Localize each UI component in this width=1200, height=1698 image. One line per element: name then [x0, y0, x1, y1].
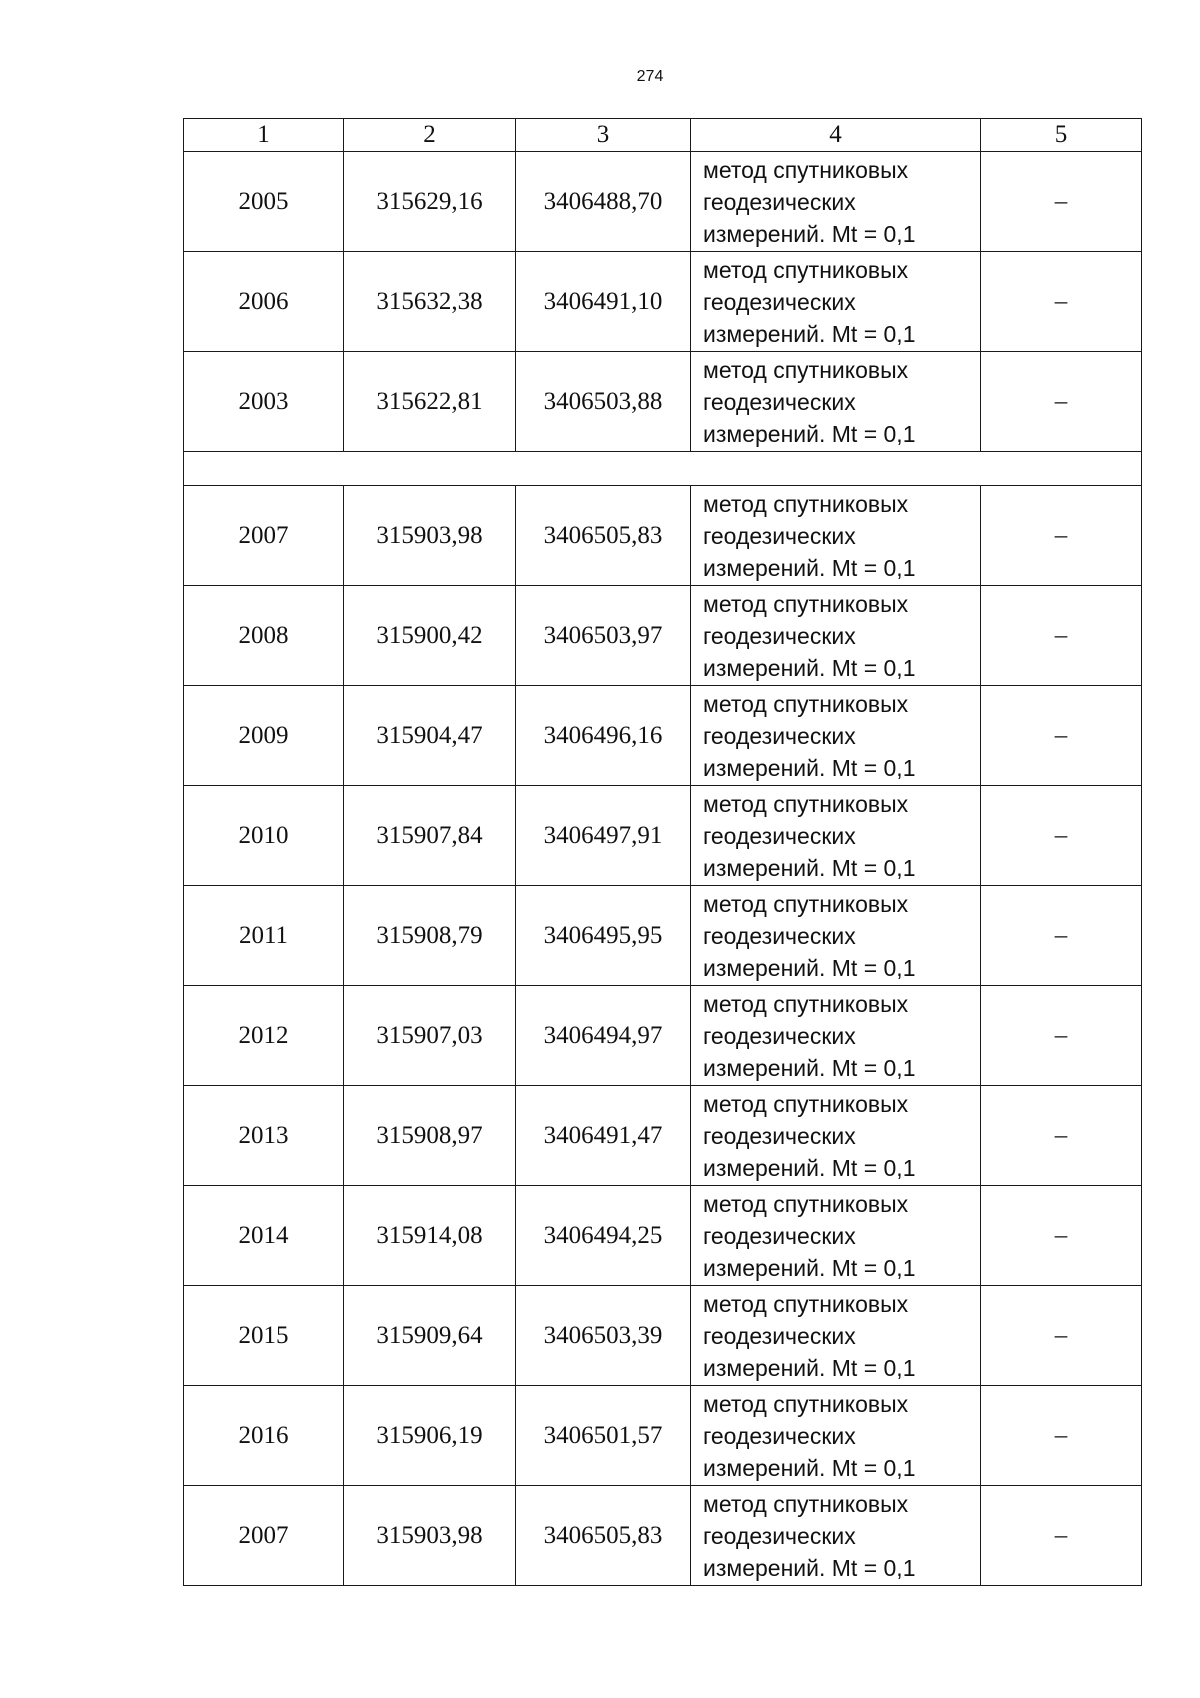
method-line: геодезических [703, 288, 856, 315]
method-line: геодезических [703, 622, 856, 649]
x-coordinate-cell: 315908,79 [344, 886, 516, 986]
x-coordinate-cell: 315904,47 [344, 686, 516, 786]
x-coordinate-cell: 315909,64 [344, 1286, 516, 1386]
table-row [184, 1186, 1142, 1286]
notes-cell: – [981, 1286, 1142, 1386]
table-row [184, 252, 1142, 352]
notes-cell: – [981, 886, 1142, 986]
method-line: измерений. Mt = 0,1 [703, 320, 916, 347]
method-line: геодезических [703, 1322, 856, 1349]
method-line: геодезических [703, 1122, 856, 1149]
column-header: 5 [981, 119, 1142, 152]
table-row [184, 486, 1142, 586]
method-line: метод спутниковых [703, 1190, 909, 1217]
point-number-cell: 2007 [184, 486, 344, 586]
point-number-cell: 2013 [184, 1086, 344, 1186]
method-line: метод спутниковых [703, 590, 909, 617]
column-header: 1 [184, 119, 344, 152]
method-line: метод спутниковых [703, 890, 909, 917]
table-header-row [184, 119, 1142, 152]
x-coordinate-cell: 315900,42 [344, 586, 516, 686]
point-number-cell: 2005 [184, 152, 344, 252]
method-line: метод спутниковых [703, 156, 909, 183]
method-line: геодезических [703, 1022, 856, 1049]
table-body [184, 152, 1142, 1586]
table-row [184, 1286, 1142, 1386]
y-coordinate-cell: 3406505,83 [516, 486, 691, 586]
method-line: геодезических [703, 188, 856, 215]
notes-cell: – [981, 1186, 1142, 1286]
table-row [184, 686, 1142, 786]
method-line: измерений. Mt = 0,1 [703, 1154, 916, 1181]
method-line: метод спутниковых [703, 1290, 909, 1317]
method-line: метод спутниковых [703, 990, 909, 1017]
method-line: измерений. Mt = 0,1 [703, 1254, 916, 1281]
point-number-cell: 2016 [184, 1386, 344, 1486]
y-coordinate-cell: 3406505,83 [516, 1486, 691, 1586]
y-coordinate-cell: 3406503,97 [516, 586, 691, 686]
y-coordinate-cell: 3406503,39 [516, 1286, 691, 1386]
column-header: 2 [344, 119, 516, 152]
method-line: измерений. Mt = 0,1 [703, 754, 916, 781]
method-line: измерений. Mt = 0,1 [703, 854, 916, 881]
method-line: метод спутниковых [703, 1090, 909, 1117]
method-line: измерений. Mt = 0,1 [703, 1354, 916, 1381]
method-cell [691, 1086, 981, 1186]
point-number-cell: 2012 [184, 986, 344, 1086]
x-coordinate-cell: 315622,81 [344, 352, 516, 452]
y-coordinate-cell: 3406491,47 [516, 1086, 691, 1186]
method-line: измерений. Mt = 0,1 [703, 420, 916, 447]
method-line: измерений. Mt = 0,1 [703, 954, 916, 981]
y-coordinate-cell: 3406501,57 [516, 1386, 691, 1486]
notes-cell: – [981, 252, 1142, 352]
point-number-cell: 2010 [184, 786, 344, 886]
contour-separator-row [184, 452, 1142, 486]
method-cell [691, 352, 981, 452]
notes-cell: – [981, 686, 1142, 786]
y-coordinate-cell: 3406496,16 [516, 686, 691, 786]
method-line: измерений. Mt = 0,1 [703, 1554, 916, 1581]
table-row [184, 586, 1142, 686]
method-cell [691, 1386, 981, 1486]
x-coordinate-cell: 315907,03 [344, 986, 516, 1086]
method-line: метод спутниковых [703, 256, 909, 283]
point-number-cell: 2007 [184, 1486, 344, 1586]
column-header: 3 [516, 119, 691, 152]
method-cell [691, 686, 981, 786]
method-line: метод спутниковых [703, 1490, 909, 1517]
point-number-cell: 2011 [184, 886, 344, 986]
method-cell [691, 1186, 981, 1286]
x-coordinate-cell: 315632,38 [344, 252, 516, 352]
y-coordinate-cell: 3406494,97 [516, 986, 691, 1086]
method-line: геодезических [703, 1422, 856, 1449]
point-number-cell: 2003 [184, 352, 344, 452]
separator-cell [184, 452, 1142, 486]
method-line: геодезических [703, 1222, 856, 1249]
method-cell [691, 886, 981, 986]
column-header: 4 [691, 119, 981, 152]
x-coordinate-cell: 315903,98 [344, 486, 516, 586]
method-line: геодезических [703, 722, 856, 749]
method-line: измерений. Mt = 0,1 [703, 220, 916, 247]
method-line: измерений. Mt = 0,1 [703, 554, 916, 581]
notes-cell: – [981, 486, 1142, 586]
y-coordinate-cell: 3406491,10 [516, 252, 691, 352]
y-coordinate-cell: 3406494,25 [516, 1186, 691, 1286]
x-coordinate-cell: 315908,97 [344, 1086, 516, 1186]
notes-cell: – [981, 152, 1142, 252]
method-line: измерений. Mt = 0,1 [703, 654, 916, 681]
method-line: метод спутниковых [703, 356, 909, 383]
point-number-cell: 2006 [184, 252, 344, 352]
x-coordinate-cell: 315629,16 [344, 152, 516, 252]
table-row [184, 1486, 1142, 1586]
point-number-cell: 2014 [184, 1186, 344, 1286]
page-number: 274 [636, 68, 664, 85]
table-row [184, 1386, 1142, 1486]
method-cell [691, 252, 981, 352]
y-coordinate-cell: 3406495,95 [516, 886, 691, 986]
table-row [184, 1086, 1142, 1186]
method-cell [691, 1486, 981, 1586]
notes-cell: – [981, 1086, 1142, 1186]
method-line: метод спутниковых [703, 690, 909, 717]
notes-cell: – [981, 586, 1142, 686]
table-row [184, 886, 1142, 986]
method-cell [691, 986, 981, 1086]
x-coordinate-cell: 315907,84 [344, 786, 516, 886]
point-number-cell: 2015 [184, 1286, 344, 1386]
method-cell [691, 486, 981, 586]
notes-cell: – [981, 1386, 1142, 1486]
x-coordinate-cell: 315906,19 [344, 1386, 516, 1486]
coordinates-table [183, 118, 1142, 1586]
notes-cell: – [981, 352, 1142, 452]
table-row [184, 786, 1142, 886]
table-row [184, 986, 1142, 1086]
point-number-cell: 2008 [184, 586, 344, 686]
table-row [184, 152, 1142, 252]
y-coordinate-cell: 3406503,88 [516, 352, 691, 452]
method-line: метод спутниковых [703, 490, 909, 517]
method-cell [691, 152, 981, 252]
notes-cell: – [981, 1486, 1142, 1586]
method-line: измерений. Mt = 0,1 [703, 1054, 916, 1081]
table-row [184, 352, 1142, 452]
method-cell [691, 586, 981, 686]
y-coordinate-cell: 3406488,70 [516, 152, 691, 252]
notes-cell: – [981, 986, 1142, 1086]
method-cell [691, 786, 981, 886]
x-coordinate-cell: 315903,98 [344, 1486, 516, 1586]
notes-cell: – [981, 786, 1142, 886]
y-coordinate-cell: 3406497,91 [516, 786, 691, 886]
method-line: геодезических [703, 522, 856, 549]
method-line: метод спутниковых [703, 790, 909, 817]
method-line: геодезических [703, 922, 856, 949]
method-line: метод спутниковых [703, 1390, 909, 1417]
method-cell [691, 1286, 981, 1386]
method-line: геодезических [703, 1522, 856, 1549]
method-line: геодезических [703, 388, 856, 415]
method-line: геодезических [703, 822, 856, 849]
x-coordinate-cell: 315914,08 [344, 1186, 516, 1286]
method-line: измерений. Mt = 0,1 [703, 1454, 916, 1481]
point-number-cell: 2009 [184, 686, 344, 786]
